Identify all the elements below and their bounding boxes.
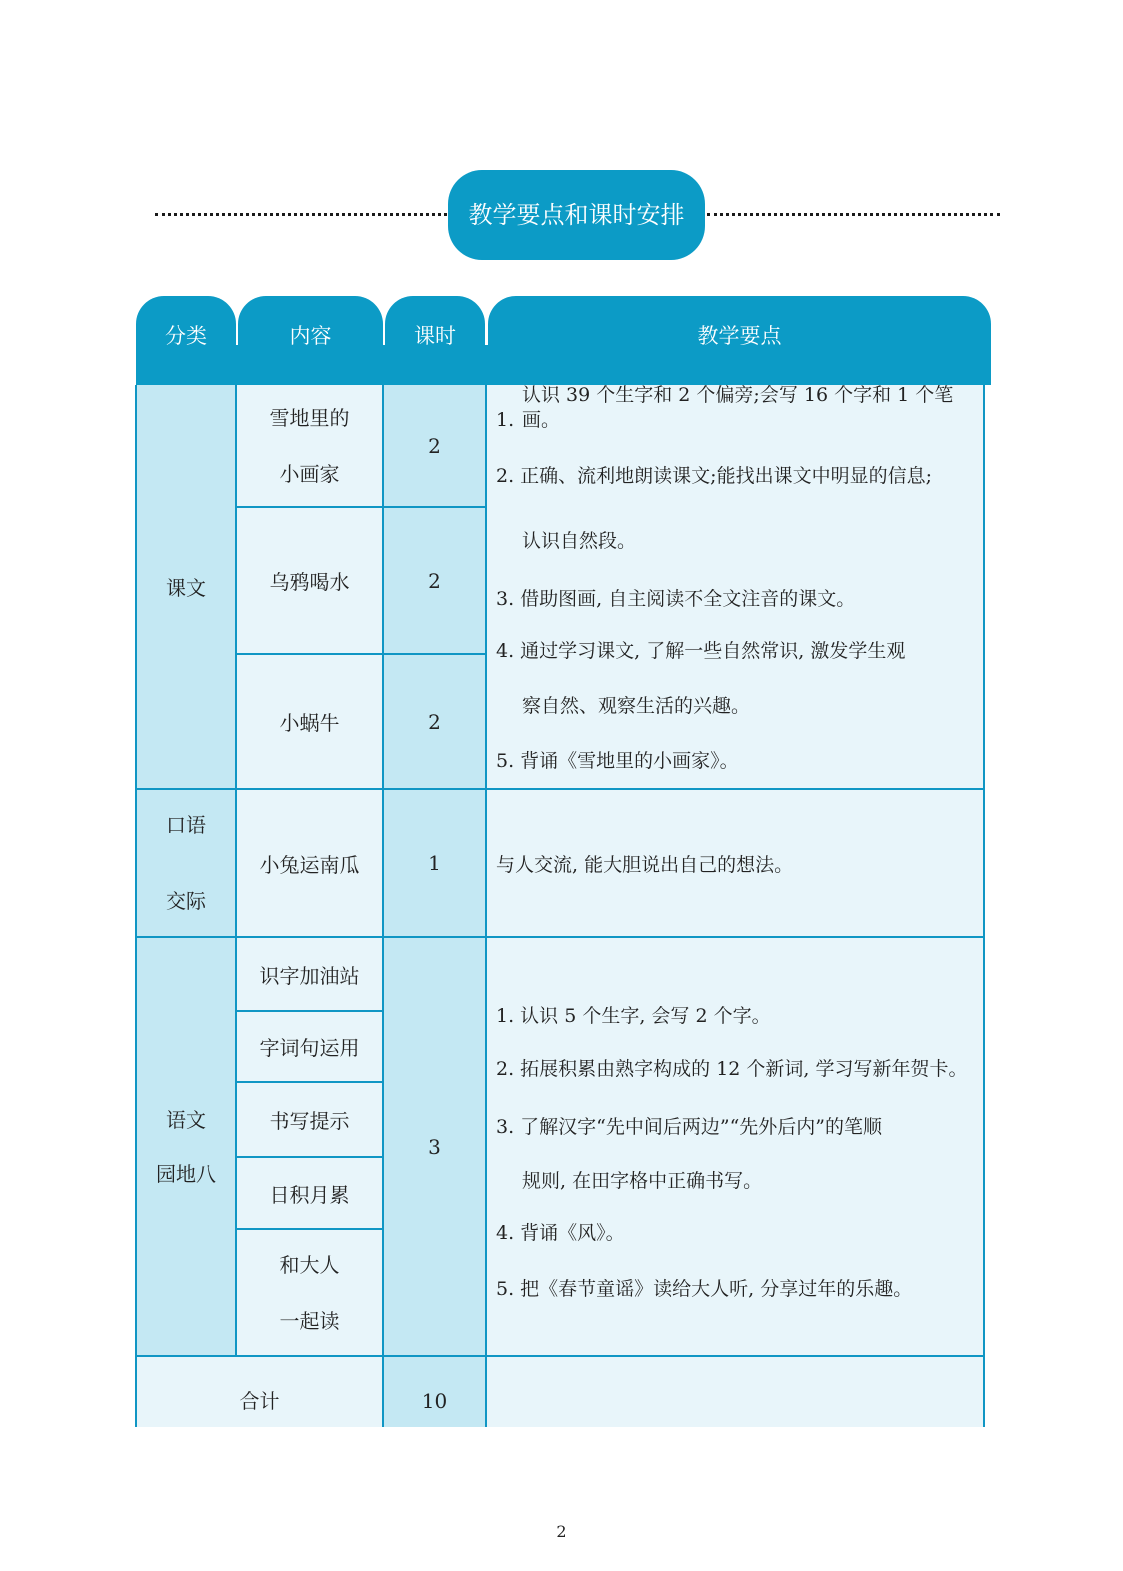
table-row [237, 1083, 384, 1158]
page-title: 教学要点和课时安排 [448, 170, 705, 260]
content-label: 字词句运用 [259, 1036, 360, 1060]
content-label: 日积月累 [269, 1182, 350, 1207]
point-3: 3. 了解汉字“先中间后两边”“先外后内”的笔顺 [496, 1116, 883, 1138]
page-number: 2 [556, 1522, 567, 1541]
table-row [237, 790, 384, 938]
header-category: 分类 [136, 296, 236, 385]
point-2: 2. 拓展积累由熟字构成的 12 个新词, 学习写新年贺卡。 [496, 1058, 968, 1080]
point-1-text: 画。 [522, 409, 561, 431]
content-label: 乌鸦喝水 [269, 570, 350, 594]
category-line-2: 园地八 [156, 1161, 216, 1186]
point-1-line-1: 认识 39 个生字和 2 个偏旁;会写 16 个字和 1 个笔 [522, 384, 954, 406]
section1-category [137, 385, 237, 790]
category-line-1: 语文 [166, 1107, 206, 1132]
point-3-cont: 规则, 在田字格中正确书写。 [522, 1170, 763, 1192]
hours-value: 2 [428, 433, 441, 458]
content-line-1: 和大人 [279, 1252, 340, 1277]
content-label: 小兔运南瓜 [259, 852, 360, 877]
table-row [237, 1230, 384, 1357]
point-3: 3. 借助图画, 自主阅读不全文注音的课文。 [496, 588, 856, 610]
total-hours: 10 [421, 1389, 448, 1413]
hours-value: 3 [428, 1134, 441, 1159]
total-hours-cell [384, 1357, 487, 1427]
section3-category [137, 938, 237, 1357]
point-2: 2. 正确、流利地朗读课文;能找出课文中明显的信息; [496, 465, 932, 487]
header-hours: 课时 [385, 296, 485, 385]
hours-cell [384, 938, 487, 1357]
header-content: 内容 [238, 296, 383, 385]
table-row [237, 1158, 384, 1230]
content-line-1: 雪地里的 [269, 405, 350, 430]
hours-value: 2 [428, 709, 441, 734]
section2-point: 与人交流, 能大胆说出自己的想法。 [496, 853, 794, 876]
hours-cell [384, 655, 487, 790]
point-4: 4. 背诵《风》。 [496, 1222, 625, 1244]
content-line-2: 一起读 [279, 1308, 340, 1333]
header-points: 教学要点 [488, 296, 991, 385]
content-label: 小蜗牛 [279, 711, 340, 735]
content-label: 识字加油站 [259, 963, 360, 988]
hours-cell [384, 790, 487, 938]
point-5: 5. 背诵《雪地里的小画家》。 [496, 750, 739, 772]
category-line-2: 交际 [166, 889, 206, 913]
hours-value: 1 [428, 851, 441, 875]
total-label: 合计 [239, 1388, 280, 1413]
table-row [237, 655, 384, 790]
table-row [237, 385, 384, 508]
content-line-2: 小画家 [279, 461, 340, 486]
point-5: 5. 把《春节童谣》读给大人听, 分享过年的乐趣。 [496, 1278, 913, 1300]
point-1-number: 1. [496, 409, 515, 431]
point-2-cont: 认识自然段。 [522, 530, 637, 552]
table-row [237, 1012, 384, 1083]
point-4-cont: 察自然、观察生活的兴趣。 [522, 695, 751, 717]
title-dashline-left [155, 213, 447, 216]
hours-cell [384, 508, 487, 655]
point-1: 1. 认识 5 个生字, 会写 2 个字。 [496, 1005, 771, 1027]
hours-cell [384, 385, 487, 508]
point-4: 4. 通过学习课文, 了解一些自然常识, 激发学生观 [496, 640, 906, 662]
total-points-cell [487, 1357, 985, 1427]
table-row [237, 938, 384, 1012]
section2-points-cell [487, 790, 985, 938]
section1-category-label: 课文 [166, 576, 206, 600]
total-label-cell [137, 1357, 384, 1427]
point-1-line-2 [496, 408, 560, 432]
table-row [237, 508, 384, 655]
hours-value: 2 [428, 568, 441, 593]
content-label: 书写提示 [269, 1109, 350, 1133]
category-line-1: 口语 [166, 813, 206, 837]
section2-category [137, 790, 237, 938]
title-dashline-right [707, 213, 1000, 216]
